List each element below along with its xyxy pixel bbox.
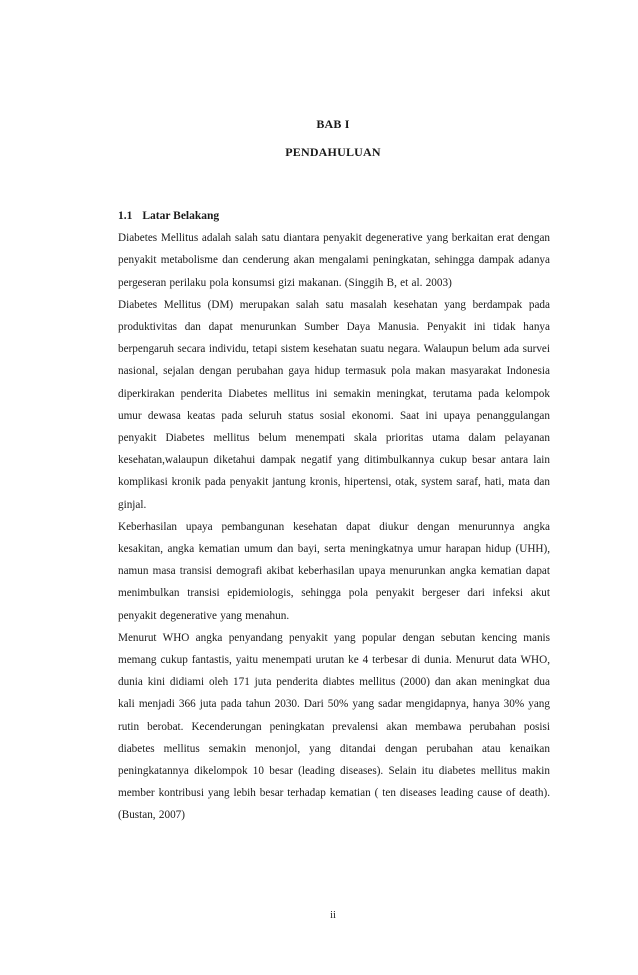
- section-title: Latar Belakang: [142, 210, 220, 222]
- paragraph-4: Menurut WHO angka penyandang penyakit yang popular dengan sebutan kencing manis memang cukup fantastis, yaitu menempati urutan ke 4 terbesar di dunia. Menurut data WHO, dunia kini didiami oleh 171 juta penderita diabtes mellitus (2000) dan akan meningkat dua kali menjadi 366 juta pada tahun 2030. Dari 50% yang sadar mengidapnya, hanya 30% yang rutin berobat. Kecenderungan peningkatan prevalensi akan membawa perubahan posisi diabetes mellitus semakin menonjol, yang ditandai dengan perubahan atau kenaikan peningkatannya dikelompok 10 besar (leading diseases). Selain itu diabetes mellitus makin member kontribusi yang lebih besar terhadap kematian ( ten diseases leading cause of death). (Bustan, 2007): [118, 631, 550, 822]
- section-heading: [118, 205, 550, 227]
- document-body: [118, 205, 550, 827]
- paragraph-3: Keberhasilan upaya pembangunan kesehatan dapat diukur dengan menurunnya angka kesakitan, angka kematian umum dan bayi, serta meningkatnya umur harapan hidup (UHH), namun masa transisi demografi akibat keberhasilan upaya menurunkan angka kematian dapat menimbulkan transisi epidemiologis, sehingga pola penyakit bergeser dari infeksi akut penyakit degenerative yang menahun.: [118, 520, 550, 622]
- paragraph-1: Diabetes Mellitus adalah salah satu diantara penyakit degenerative yang berkaitan erat dengan penyakit metabolisme dan cenderung akan mengalami peningkatan, sehingga dampak adanya pergeseran perilaku pola konsumsi gizi makanan. (Singgih B, et al. 2003): [118, 232, 550, 289]
- chapter-title: PENDAHULUAN: [285, 145, 381, 159]
- chapter-number: BAB I: [316, 117, 350, 131]
- paragraph-2: Diabetes Mellitus (DM) merupakan salah satu masalah kesehatan yang berdampak pada produktivitas dan dapat menurunkan Sumber Daya Manusia. Penyakit ini tidak hanya berpengaruh secara individu, tetapi sistem kesehatan suatu negara. Walaupun belum ada survei nasional, sejalan dengan perubahan gaya hidup termasuk pola makan masyarakat Indonesia diperkirakan penderita Diabetes mellitus ini semakin meningkat, terutama pada kelompok umur dewasa keatas pada seluruh status sosial ekonomi. Saat ini upaya penanggulangan penyakit Diabetes mellitus belum menempati skala prioritas utama dalam pelayanan kesehatan,walaupun diketahui dampak negatif yang ditimbulkannya cukup besar antara lain komplikasi kronik pada penyakit jantung kronis, hipertensi, otak, system saraf, hati, mata dan ginjal.: [118, 298, 550, 511]
- page-number: ii: [330, 910, 336, 921]
- section-number: 1.1: [118, 210, 133, 222]
